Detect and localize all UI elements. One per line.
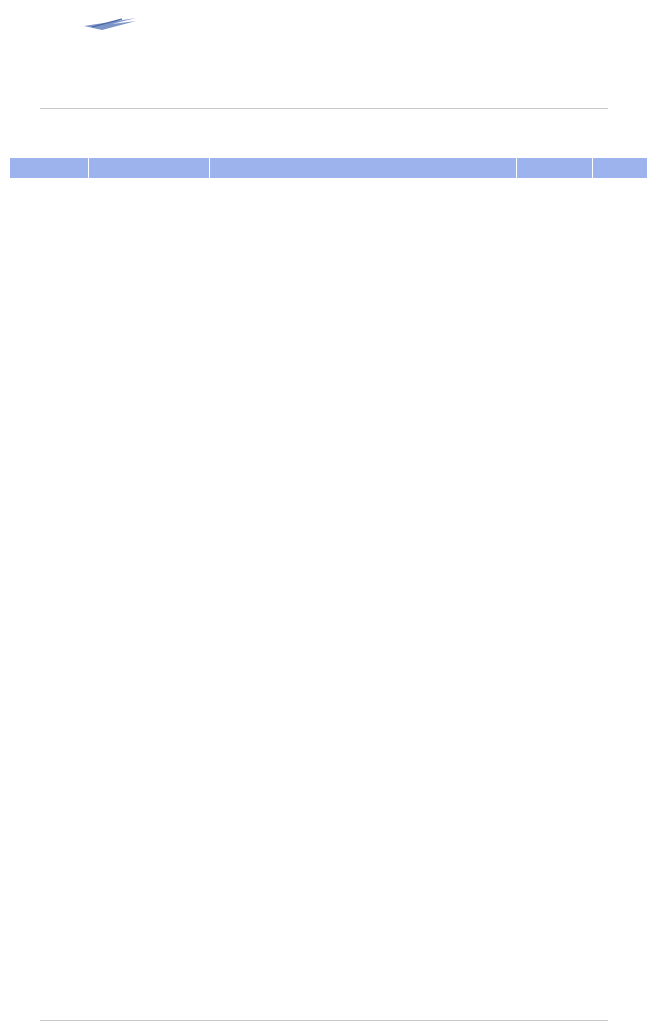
group-day [210, 158, 517, 179]
group-penalty [517, 158, 593, 179]
results-table-container[interactable] [9, 157, 648, 977]
results-table [9, 157, 648, 179]
group-igc [592, 158, 647, 179]
contest-subheading [18, 124, 66, 139]
group-cumulative [10, 158, 89, 179]
glider-icon [82, 12, 138, 34]
group-header-row [10, 158, 648, 179]
bottom-divider [40, 1020, 608, 1021]
group-pilot [88, 158, 210, 179]
ssa-logo[interactable] [20, 8, 200, 60]
top-divider [40, 108, 608, 109]
